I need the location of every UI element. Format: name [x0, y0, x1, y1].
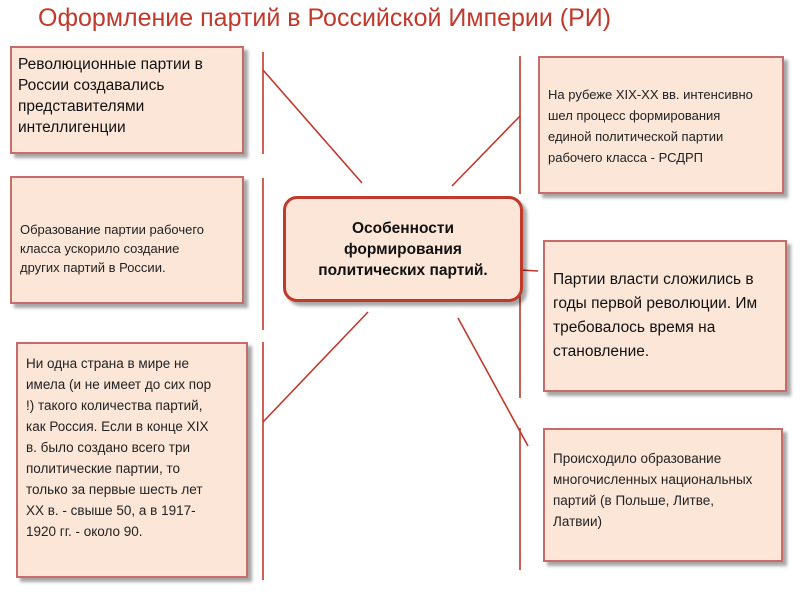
center-node-text: Особенности формирования политических партий.	[318, 219, 488, 279]
box-ruling-parties	[543, 240, 787, 392]
box-workers-party	[10, 176, 244, 304]
box-rsdrp	[538, 56, 784, 194]
box-rsdrp-text: На рубеже XIX-XX вв. интенсивно шел процесс формирования единой политической партии рабочего класса - РСДРП	[548, 87, 753, 165]
box-revolutionary-parties	[10, 46, 244, 154]
box-party-count	[16, 342, 248, 578]
box-revolutionary-parties-text: Революционные партии в России создавались представителями интеллигенции	[18, 56, 203, 136]
box-national-parties	[543, 428, 783, 562]
connector-right-top	[452, 116, 520, 186]
box-ruling-parties-text: Партии власти сложились в годы первой революции. Им требовалось время на становление.	[553, 271, 758, 360]
box-workers-party-text: Образование партии рабочего класса ускорило создание других партий в России.	[20, 222, 205, 275]
connector-left-bottom	[263, 312, 368, 422]
box-national-parties-text: Происходило образование многочисленных национальных партий (в Польше, Литве, Латвии)	[553, 451, 753, 529]
connector-left-top	[263, 70, 362, 183]
page-title: Оформление партий в Российской Империи (РИ)	[38, 4, 612, 32]
center-node	[283, 196, 523, 302]
connector-right-bottom	[458, 318, 528, 446]
box-party-count-text: Ни одна страна в мире не имела (и не имеет до сих пор !) такого количества партий, как Россия. Если в конце XIX в. было создано всего три политические партии, то только за первые шесть лет ХХ в. - свыше 50, а в 1917- 1920 гг. - около 90.	[26, 356, 212, 539]
